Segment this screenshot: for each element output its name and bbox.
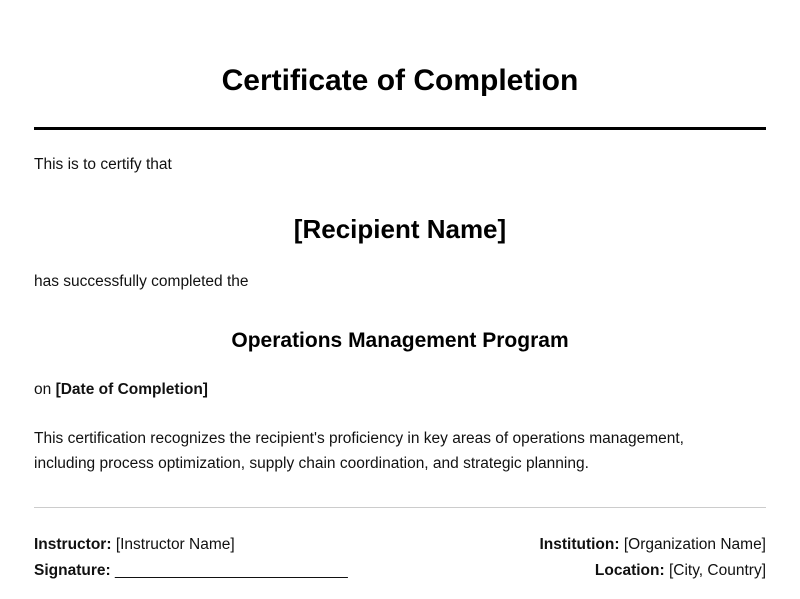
institution-line — [539, 532, 766, 558]
recipient-name: [Recipient Name] — [293, 214, 507, 244]
signature-label: Signature: — [34, 562, 111, 579]
certificate-footer — [34, 532, 766, 584]
intro-text: This is to certify that — [34, 156, 172, 173]
institution-value: [Organization Name] — [623, 536, 766, 553]
footer-left-column — [34, 532, 348, 584]
location-value: [City, Country] — [668, 562, 766, 579]
completion-date-line — [34, 380, 766, 400]
signature-value: ___________________________ — [114, 562, 348, 579]
certificate-title: Certificate of Completion — [221, 64, 579, 97]
signature-line — [34, 558, 348, 584]
instructor-line — [34, 532, 348, 558]
completion-date: [Date of Completion] — [55, 381, 208, 398]
location-label: Location: — [594, 562, 665, 579]
date-prefix: on — [34, 381, 52, 398]
footer-right-column — [539, 532, 766, 584]
instructor-value: [Instructor Name] — [115, 536, 235, 553]
location-line — [539, 558, 766, 584]
institution-label: Institution: — [539, 536, 620, 553]
instructor-label: Instructor: — [34, 536, 112, 553]
certification-description: This certification recognizes the recipient's proficiency in key areas of operations management, including process optimization, supply chain coordination, and strategic planning. — [34, 430, 684, 472]
footer-divider — [34, 507, 766, 508]
program-name: Operations Management Program — [231, 329, 569, 352]
title-divider — [34, 127, 766, 130]
completion-text: has successfully completed the — [34, 273, 249, 290]
